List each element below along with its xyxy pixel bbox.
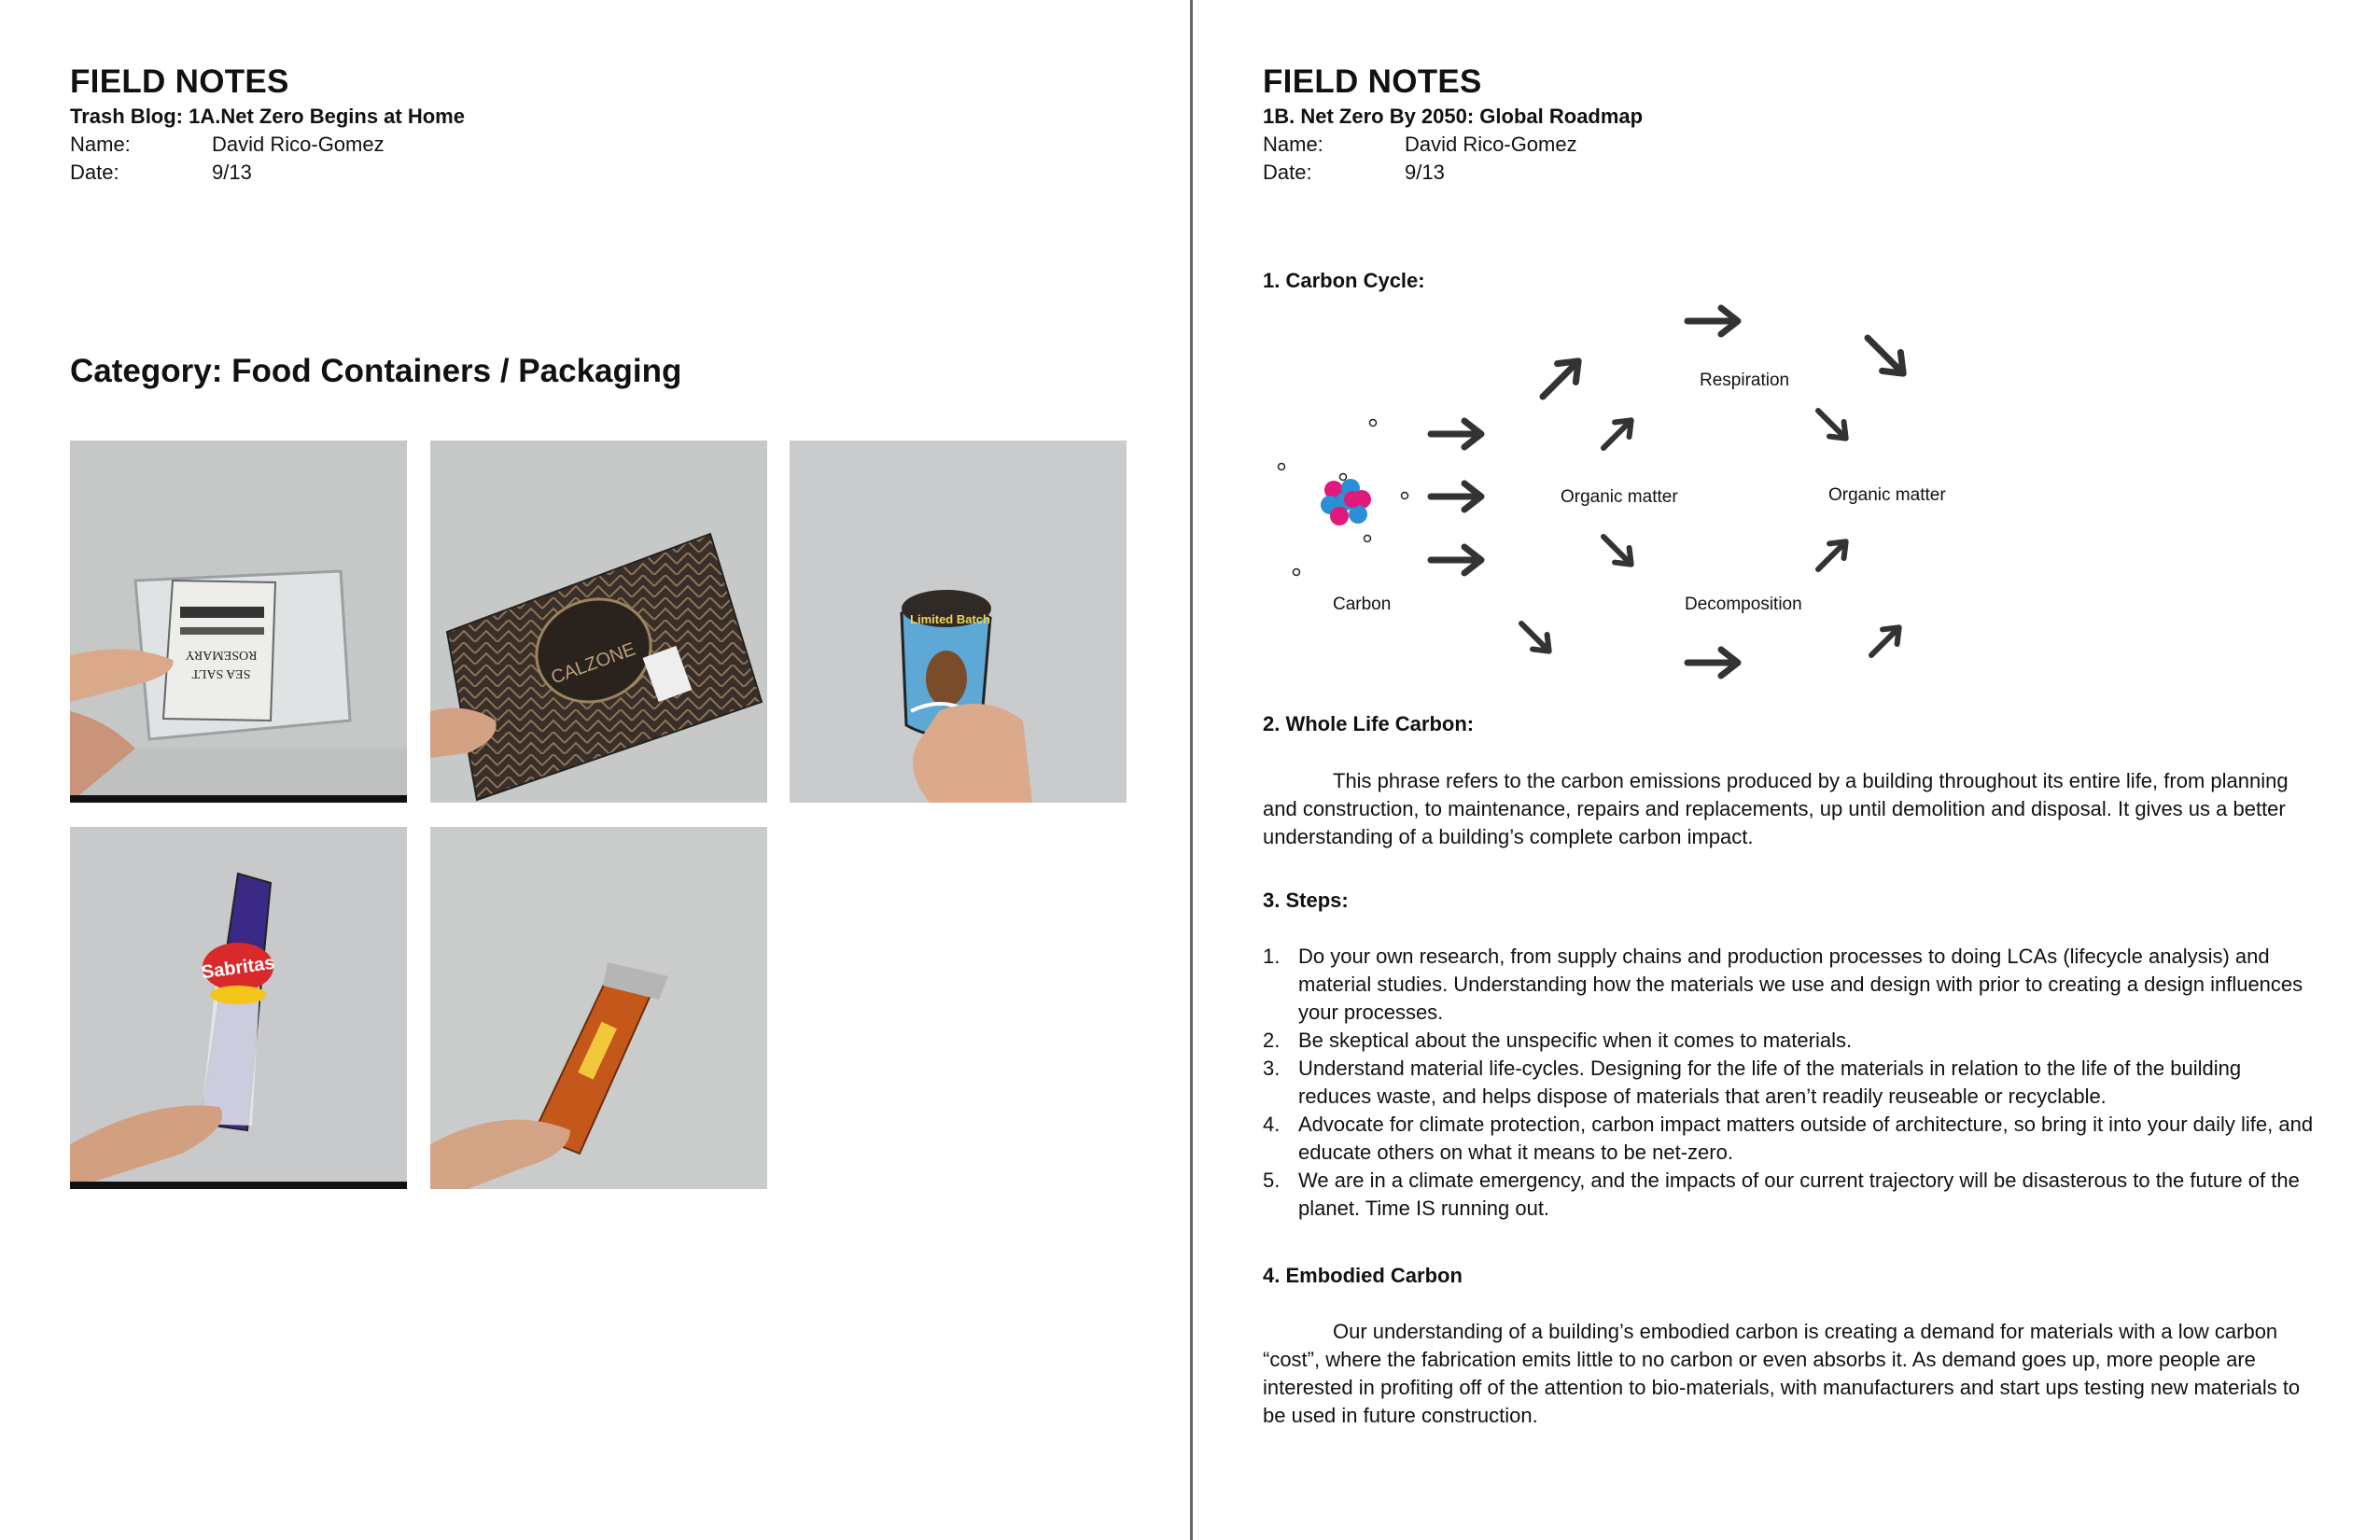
date-row (1263, 161, 1445, 185)
embodied-carbon-paragraph (1263, 1318, 2308, 1430)
label-decomposition: Decomposition (1685, 595, 1802, 614)
label-carbon: Carbon (1333, 595, 1392, 614)
date-value: 9/13 (212, 161, 252, 184)
chip-bag-image (70, 827, 407, 1189)
arrow-bottom-right-icon (1864, 621, 1906, 663)
photo1-label-line1: ROSEMARY (185, 648, 258, 662)
photo3-label: Limited Batch (910, 612, 990, 626)
name-value: David Rico-Gomez (212, 133, 385, 156)
page-subtitle: 1B. Net Zero By 2050: Global Roadmap (1263, 105, 1644, 128)
step-text: Do your own research, from supply chains and production processes to doing LCAs (lifecycle analysis) and material studies. Understanding how the materials we use and design with prior to creating a design influences your processes. (1298, 945, 2303, 1024)
name-row (70, 133, 385, 157)
arrow-up-right-icon (1533, 352, 1588, 406)
whole-life-carbon-text: This phrase refers to the carbon emissions produced by a building throughout its entire life, from planning and construction, to maintenance, repairs and replacements, up until demolition and disposal. It gives us a better understanding of a building’s complete carbon impact. (1263, 769, 2289, 848)
photo-ice-cream-pint (790, 441, 1127, 803)
page-subtitle: Trash Blog: 1A.Net Zero Begins at Home (70, 105, 465, 128)
step-number: 2. (1263, 1029, 1281, 1052)
page-title: FIELD NOTES (1263, 63, 1482, 100)
arrow-respiration-in-icon (1596, 413, 1638, 455)
step-text: We are in a climate emergency, and the impacts of our current trajectory will be disasterous to the future of the planet. Time IS running out. (1298, 1169, 2300, 1220)
embodied-carbon-text: Our understanding of a building’s embodied carbon is creating a demand for materials with a low carbon “cost”, where the fabrication emits little to no carbon or even absorbs it. As demand goes up, more people are interested in profiting off of the attention to bio-materials, with manufacturers and start ups testing new materials to be used in future construction. (1263, 1320, 2301, 1427)
arrow-carbon-1-icon (1431, 421, 1481, 447)
section-carbon-cycle-heading: 1. Carbon Cycle: (1263, 269, 1425, 292)
list-item (1263, 943, 2317, 1027)
step-number: 3. (1263, 1057, 1281, 1080)
page-title: FIELD NOTES (70, 63, 289, 100)
step-number: 5. (1263, 1169, 1281, 1192)
section-whole-life-carbon-heading: 2. Whole Life Carbon: (1263, 712, 1475, 735)
arrow-decomposition-out-icon (1811, 535, 1853, 577)
category-heading: Category: Food Containers / Packaging (70, 353, 682, 389)
arrow-carbon-2-icon (1431, 483, 1481, 510)
carbon-atom-left-icon (1279, 420, 1408, 576)
date-value: 9/13 (1405, 161, 1445, 184)
step-number: 1. (1263, 945, 1281, 968)
arrow-top-icon (1687, 308, 1738, 334)
step-text: Advocate for climate protection, carbon impact matters outside of architecture, so bring it into your daily life, and educate others on what it means to be net-zero. (1298, 1113, 2314, 1164)
list-item (1263, 1027, 2317, 1055)
name-label: Name: (1263, 133, 1323, 156)
list-item (1263, 1111, 2317, 1167)
label-respiration: Respiration (1700, 371, 1790, 390)
photo2-label: CALZONE (548, 638, 638, 689)
step-text: Understand material life-cycles. Designing for the life of the materials in relation to the life of the building reduces waste, and helps dispose of materials that aren’t readily reuseable or recyclable. (1298, 1057, 2242, 1108)
right-page (1193, 0, 2380, 1540)
steps-list (1263, 943, 2317, 1223)
calzone-box-image (430, 441, 767, 803)
list-item (1263, 1055, 2317, 1111)
date-row (70, 161, 252, 185)
whole-life-carbon-paragraph (1263, 767, 2308, 851)
photo-snack-wrapper (430, 827, 767, 1189)
arrow-decomposition-in-icon (1596, 529, 1638, 571)
date-label: Date: (70, 161, 119, 184)
photo-chip-bag (70, 827, 407, 1189)
label-organic-matter-left: Organic matter (1561, 487, 1678, 507)
step-text: Be skeptical about the unspecific when it comes to materials. (1298, 1029, 1853, 1052)
arrow-down-right-icon (1858, 329, 1912, 383)
section-steps-heading: 3. Steps: (1263, 889, 1349, 912)
carbon-cycle-diagram (1277, 280, 2303, 681)
label-organic-matter-right: Organic matter (1828, 485, 1946, 505)
date-label: Date: (1263, 161, 1312, 184)
step-number: 4. (1263, 1113, 1281, 1136)
arrow-bottom-icon (1687, 650, 1738, 676)
photo-plastic-container (70, 441, 407, 803)
name-row (1263, 133, 1577, 157)
plastic-container-image (70, 441, 407, 803)
photo1-label-line2: SEA SALT (191, 666, 251, 680)
arrow-carbon-3-icon (1431, 547, 1481, 573)
photo4-label: Sabritas (200, 952, 276, 984)
arrow-bottom-left-icon (1514, 616, 1556, 658)
name-value: David Rico-Gomez (1405, 133, 1577, 156)
photo-calzone-box (430, 441, 767, 803)
snack-wrapper-image (430, 827, 767, 1189)
ice-cream-pint-image (790, 441, 1127, 803)
name-label: Name: (70, 133, 131, 156)
arrow-respiration-out-icon (1811, 403, 1853, 445)
list-item (1263, 1167, 2317, 1223)
section-embodied-carbon-heading: 4. Embodied Carbon (1263, 1264, 1463, 1287)
